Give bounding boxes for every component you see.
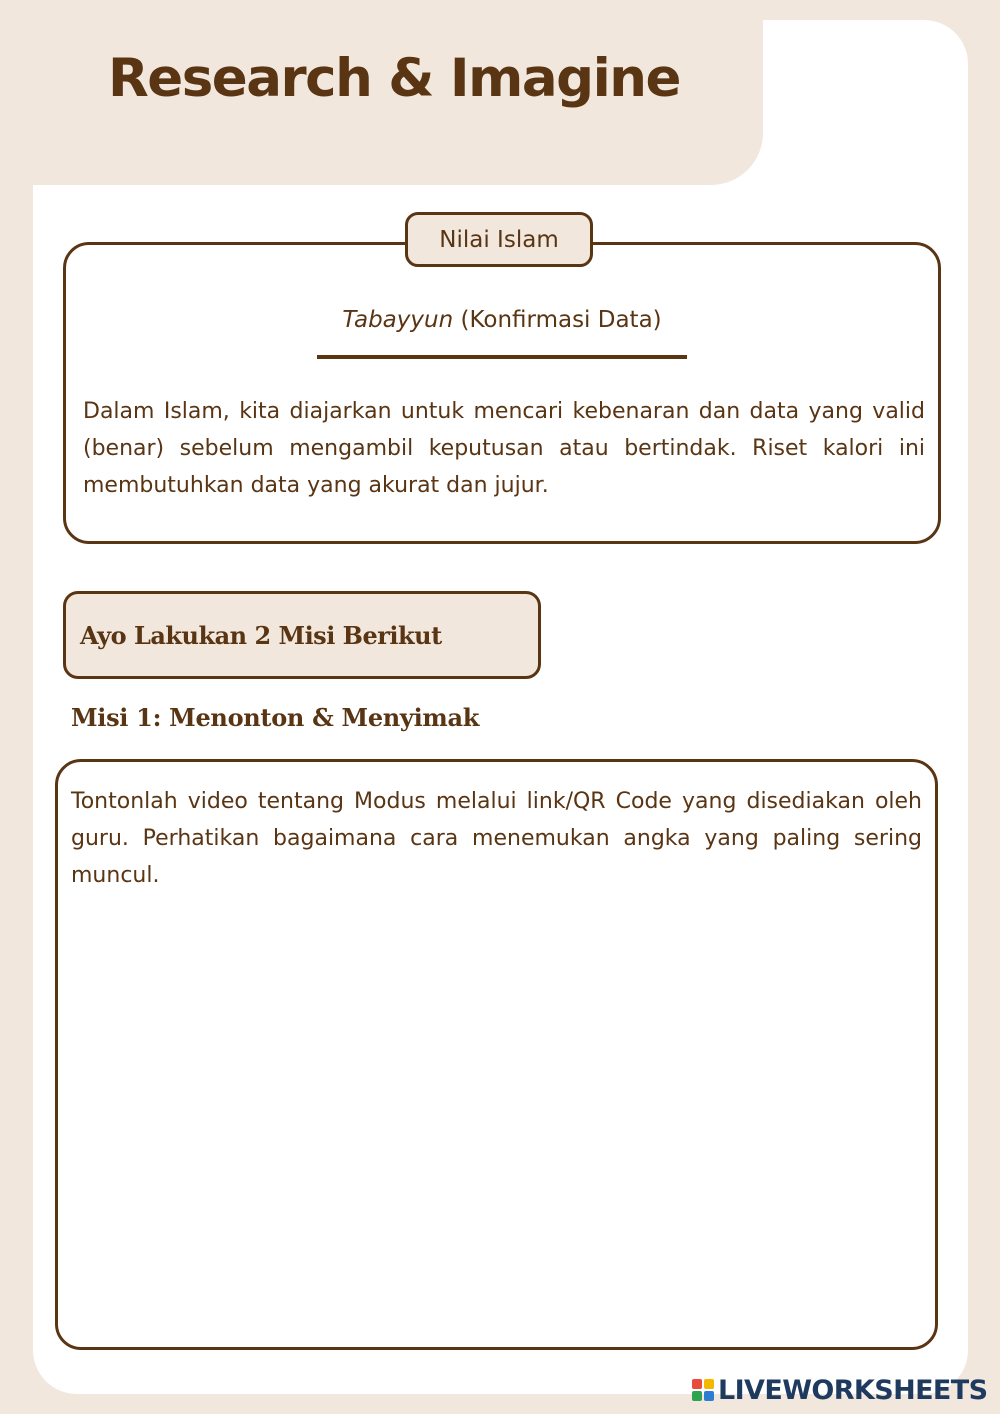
logo-square-red: [692, 1379, 702, 1389]
subtitle-rest: (Konfirmasi Data): [453, 307, 662, 333]
islam-value-subtitle: [63, 307, 941, 333]
subtitle-underline: [317, 355, 687, 359]
logo-square-green: [692, 1391, 702, 1401]
islam-value-tag: Nilai Islam: [405, 212, 593, 267]
logo-square-yellow: [704, 1379, 714, 1389]
islam-value-text: Dalam Islam, kita diajarkan untuk mencari kebenaran dan data yang valid (benar) sebelum mengambil keputusan atau bertindak. Riset kalori ini membutuhkan data yang akurat dan jujur.: [83, 399, 925, 498]
liveworksheets-text: LIVEWORKSHEETS: [718, 1374, 988, 1406]
liveworksheets-watermark[interactable]: [692, 1374, 987, 1406]
subtitle-term: Tabayyun: [342, 307, 454, 333]
mission1-heading: Misi 1: Menonton & Menyimak: [71, 703, 480, 732]
mission1-text: Tontonlah video tentang Modus melalui link/QR Code yang disediakan oleh guru. Perhatikan bagaimana cara menemukan angka yang paling sering muncul.: [71, 789, 922, 888]
page-title: Research & Imagine: [108, 48, 680, 109]
mission-banner: Ayo Lakukan 2 Misi Berikut: [63, 591, 541, 679]
logo-square-blue: [704, 1391, 714, 1401]
liveworksheets-logo-icon: [692, 1379, 714, 1401]
